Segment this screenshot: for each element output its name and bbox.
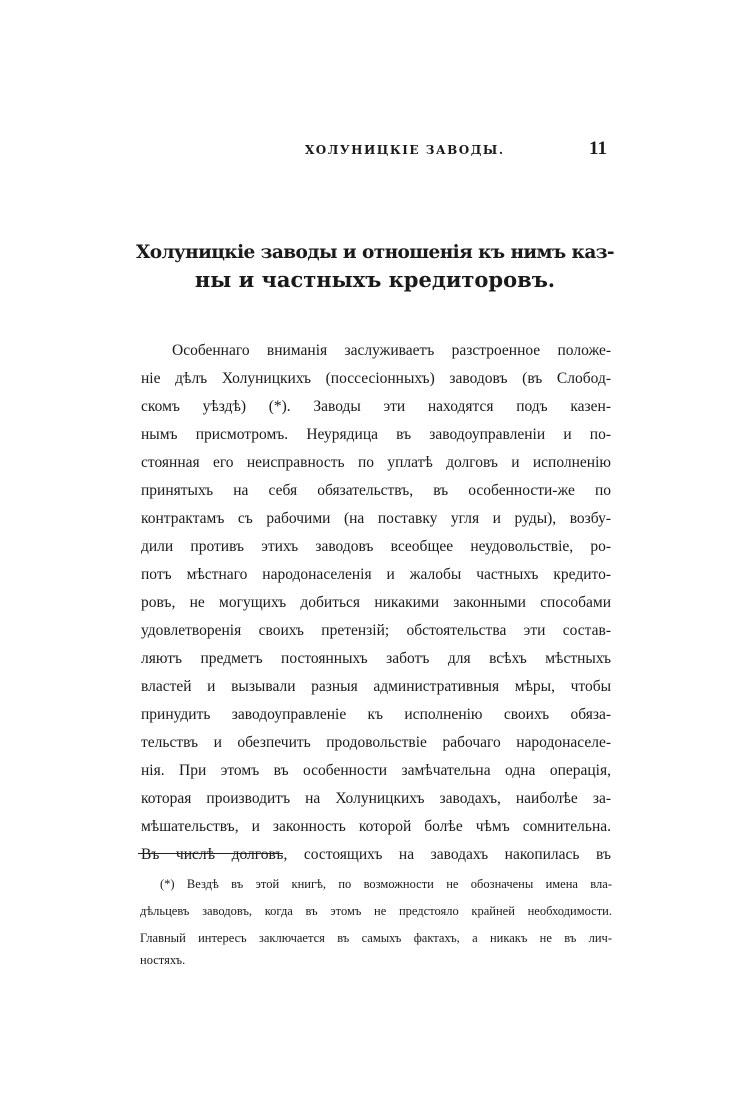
- footnote-line: дѣльцевъ заводовъ, когда въ этомъ не предстояло крайней необходимости.: [140, 904, 612, 918]
- body-line: которая производитъ на Холуницкихъ заводахъ, наиболѣе за-: [141, 790, 611, 807]
- body-line: Особеннаго вниманія заслуживаетъ разстроенное положе-: [172, 342, 611, 359]
- body-line: удовлетворенія своихъ претензій; обстоятельства эти состав-: [141, 622, 611, 639]
- section-title-line: Холуницкіе заводы и отношенія къ нимъ каз-: [136, 242, 614, 263]
- page-number: 11: [589, 138, 607, 159]
- footnote-line: Главный интересъ заключается въ самыхъ фактахъ, а никакъ не въ лич-: [140, 931, 612, 945]
- body-line: дили противъ этихъ заводовъ всеобщее неудовольствіе, ро-: [141, 538, 611, 555]
- body-line: потъ мѣстнаго народонаселенія и жалобы частныхъ кредито-: [141, 566, 611, 583]
- body-line: властей и вызывали разныя административныя мѣры, чтобы: [141, 678, 611, 695]
- body-line: стоянная его неисправность по уплатѣ долговъ и исполненію: [141, 454, 611, 471]
- body-line: нія. При этомъ въ особенности замѣчательна одна операція,: [141, 762, 611, 779]
- running-head: ХОЛУНИЦКІЕ ЗАВОДЫ.: [305, 143, 505, 157]
- body-line: принятыхъ на себя обязательствъ, въ особенности-же по: [141, 482, 611, 499]
- body-line: нымъ присмотромъ. Неурядица въ заводоуправленіи и по-: [141, 426, 611, 443]
- body-line: принудить заводоуправленіе къ исполненію своихъ обяза-: [141, 706, 611, 723]
- footnote-line: ностяхъ.: [140, 953, 186, 967]
- body-line: контрактамъ съ рабочими (на поставку угля и руды), возбу-: [141, 510, 611, 527]
- body-line: ніе дѣлъ Холуницкихъ (поссесіонныхъ) заводовъ (въ Слобод-: [141, 370, 611, 387]
- body-line: тельствъ и обезпечить продовольствіе рабочаго народонаселе-: [141, 734, 611, 751]
- footnote-divider: [138, 853, 283, 854]
- body-line: ровъ, не могущихъ добиться никакими законными способами: [141, 594, 611, 611]
- body-line: Въ числѣ долговъ, состоящихъ на заводахъ накопилась въ: [141, 846, 611, 863]
- body-line: скомъ уѣздѣ) (*). Заводы эти находятся подъ казен-: [141, 398, 611, 415]
- body-line: ляютъ предметъ постоянныхъ заботъ для всѣхъ мѣстныхъ: [141, 650, 611, 667]
- footnote-line: (*) Вездѣ въ этой книгѣ, по возможности не обозначены имена вла-: [160, 877, 612, 891]
- section-title-line: ны и частныхъ кредиторовъ.: [194, 267, 556, 292]
- body-line: мѣшательствъ, и законность которой болѣе чѣмъ сомнительна.: [141, 818, 611, 835]
